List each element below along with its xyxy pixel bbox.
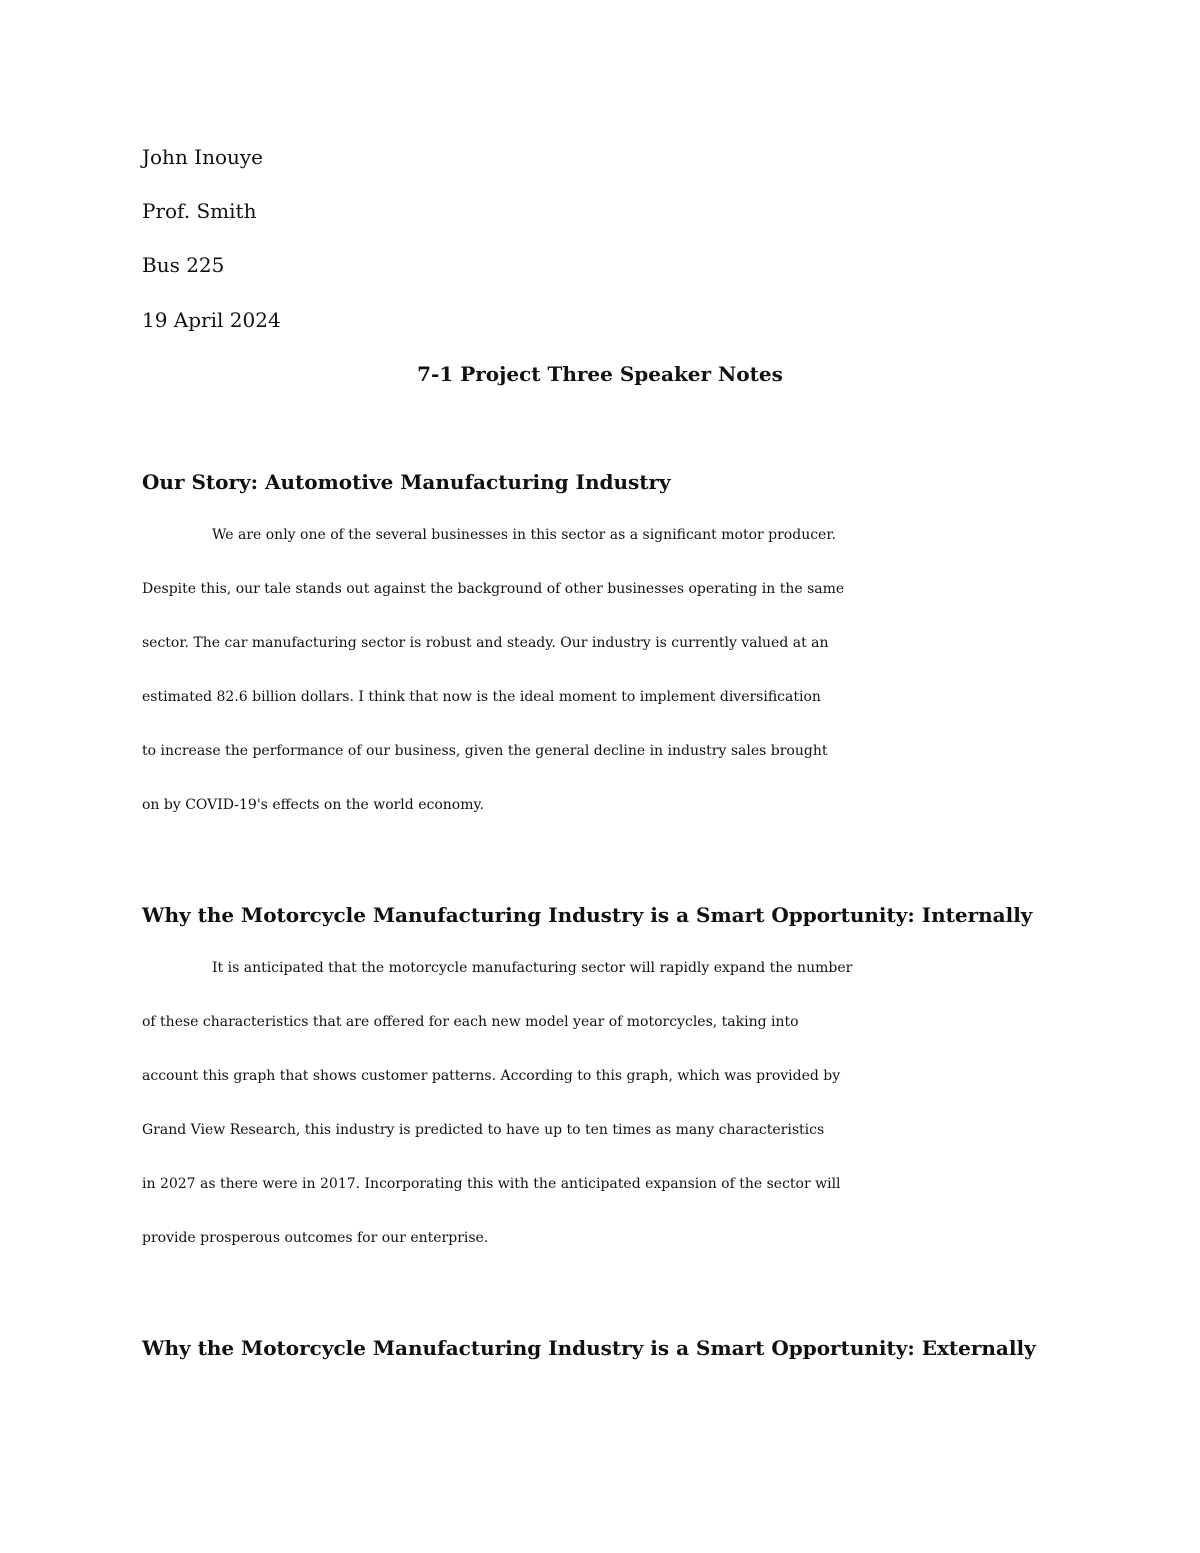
paragraph-line: Despite this, our tale stands out against the background of other businesses operating in the same (142, 581, 845, 597)
paragraph-internally (142, 941, 1062, 1265)
paragraph-line: sector. The car manufacturing sector is robust and steady. Our industry is currently valued at an (142, 635, 829, 651)
author-name: John Inouye (142, 145, 264, 169)
paragraph-our-story (142, 508, 1062, 832)
instructor-name: Prof. Smith (142, 199, 257, 223)
paragraph-line: in 2027 as there were in 2017. Incorporating this with the anticipated expansion of the sector will (142, 1176, 841, 1192)
section-heading-internally: Why the Motorcycle Manufacturing Industry is a Smart Opportunity: Internally (142, 903, 1033, 927)
document-title: 7-1 Project Three Speaker Notes (417, 362, 783, 386)
paragraph-line: to increase the performance of our business, given the general decline in industry sales brought (142, 743, 828, 759)
document-date: 19 April 2024 (142, 308, 281, 332)
paragraph-line: on by COVID-19's effects on the world economy. (142, 797, 484, 813)
section-heading-our-story: Our Story: Automotive Manufacturing Industry (142, 470, 671, 494)
paragraph-line: account this graph that shows customer patterns. According to this graph, which was provided by (142, 1068, 841, 1084)
section-heading-externally: Why the Motorcycle Manufacturing Industry is a Smart Opportunity: Externally (142, 1336, 1036, 1360)
paragraph-line: It is anticipated that the motorcycle manufacturing sector will rapidly expand the number (212, 960, 853, 976)
paragraph-line: We are only one of the several businesses in this sector as a significant motor producer. (212, 527, 836, 543)
course-name: Bus 225 (142, 253, 225, 277)
paragraph-line: Grand View Research, this industry is predicted to have up to ten times as many characteristics (142, 1122, 825, 1138)
paragraph-line: of these characteristics that are offered for each new model year of motorcycles, taking into (142, 1014, 799, 1030)
paragraph-line: estimated 82.6 billion dollars. I think that now is the ideal moment to implement diversification (142, 689, 821, 705)
paragraph-line: provide prosperous outcomes for our enterprise. (142, 1230, 489, 1246)
